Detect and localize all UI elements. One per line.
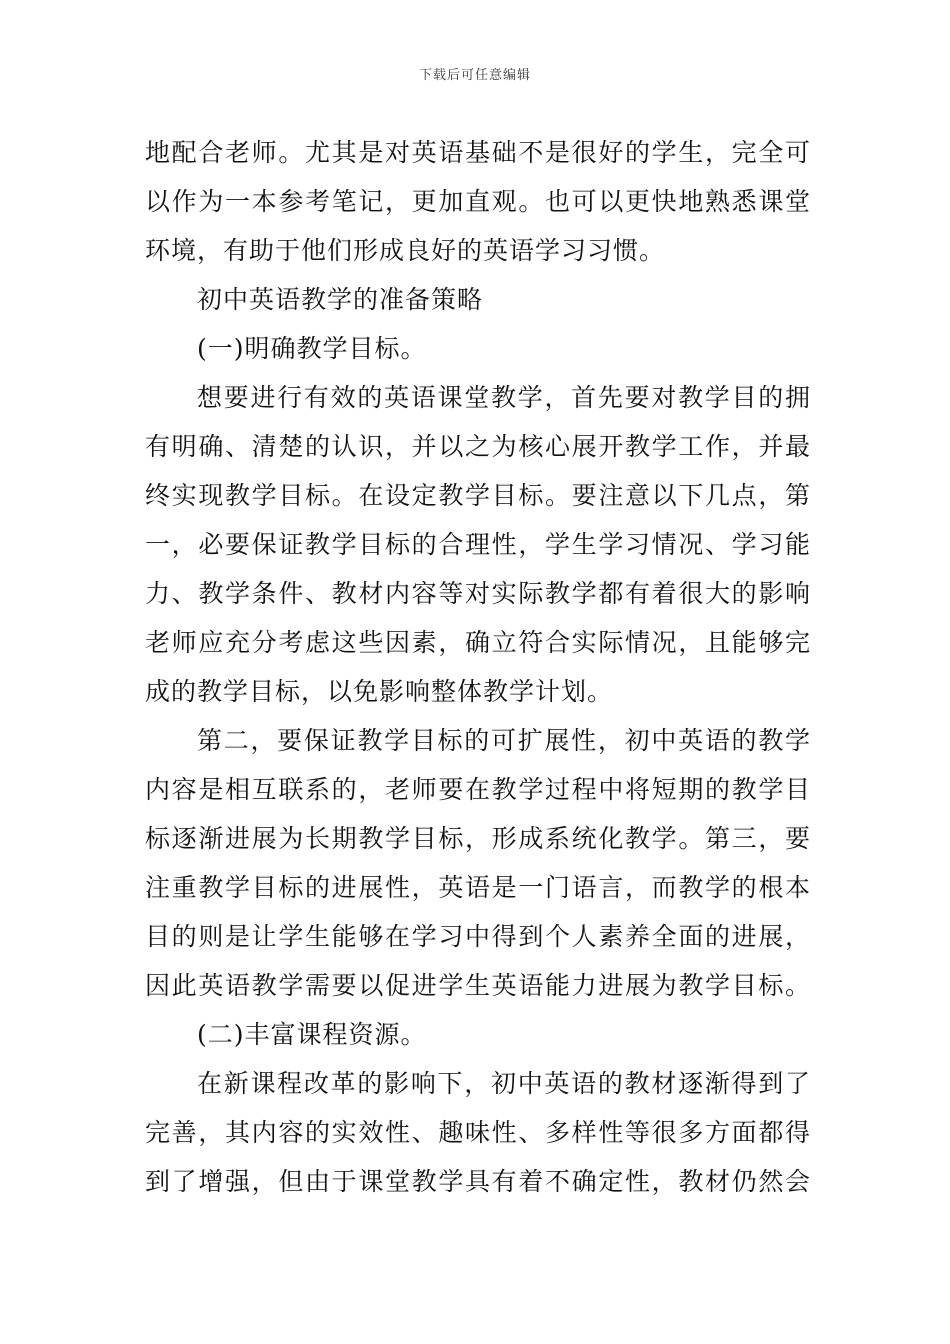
text-line: 到了增强，但由于课堂教学具有着不确定性，教材仍然会	[145, 1167, 811, 1196]
text-line: 有明确、清楚的认识，并以之为核心展开教学工作，并最	[145, 432, 811, 461]
text-line: 内容是相互联系的，老师要在教学过程中将短期的教学目	[145, 775, 811, 804]
subsection-heading: (一)明确教学目标。	[197, 334, 427, 363]
text-line: 以作为一本参考笔记，更加直观。也可以更快地熟悉课堂	[145, 187, 811, 216]
text-line: 老师应充分考虑这些因素，确立符合实际情况，且能够完	[145, 628, 811, 657]
text-line: 想要进行有效的英语课堂教学，首先要对教学目的拥	[197, 383, 811, 412]
text-line: 终实现教学目标。在设定教学目标。要注意以下几点，第	[145, 481, 811, 510]
text-line: 因此英语教学需要以促进学生英语能力进展为教学目标。	[145, 971, 811, 1000]
text-line: 第二，要保证教学目标的可扩展性，初中英语的教学	[197, 726, 811, 755]
text-line: 在新课程改革的影响下，初中英语的教材逐渐得到了	[197, 1069, 811, 1098]
document-body	[145, 128, 811, 1206]
subsection-heading: (二)丰富课程资源。	[197, 1020, 427, 1049]
page-header: 下载后可任意编辑	[418, 68, 531, 83]
text-line: 地配合老师。尤其是对英语基础不是很好的学生，完全可	[145, 138, 811, 167]
text-line: 力、教学条件、教材内容等对实际教学都有着很大的影响	[145, 579, 811, 608]
text-line: 环境，有助于他们形成良好的英语学习习惯。	[145, 236, 666, 265]
text-line: 一，必要保证教学目标的合理性，学生学习情况、学习能	[145, 530, 811, 559]
text-line: 目的则是让学生能够在学习中得到个人素养全面的进展，	[145, 922, 811, 951]
text-line: 标逐渐进展为长期教学目标，形成系统化教学。第三，要	[145, 824, 811, 853]
text-line: 完善，其内容的实效性、趣味性、多样性等很多方面都得	[145, 1118, 811, 1147]
text-line: 成的教学目标，以免影响整体教学计划。	[145, 677, 614, 706]
text-line: 注重教学目标的进展性，英语是一门语言，而教学的根本	[145, 873, 811, 902]
section-heading: 初中英语教学的准备策略	[197, 285, 484, 314]
